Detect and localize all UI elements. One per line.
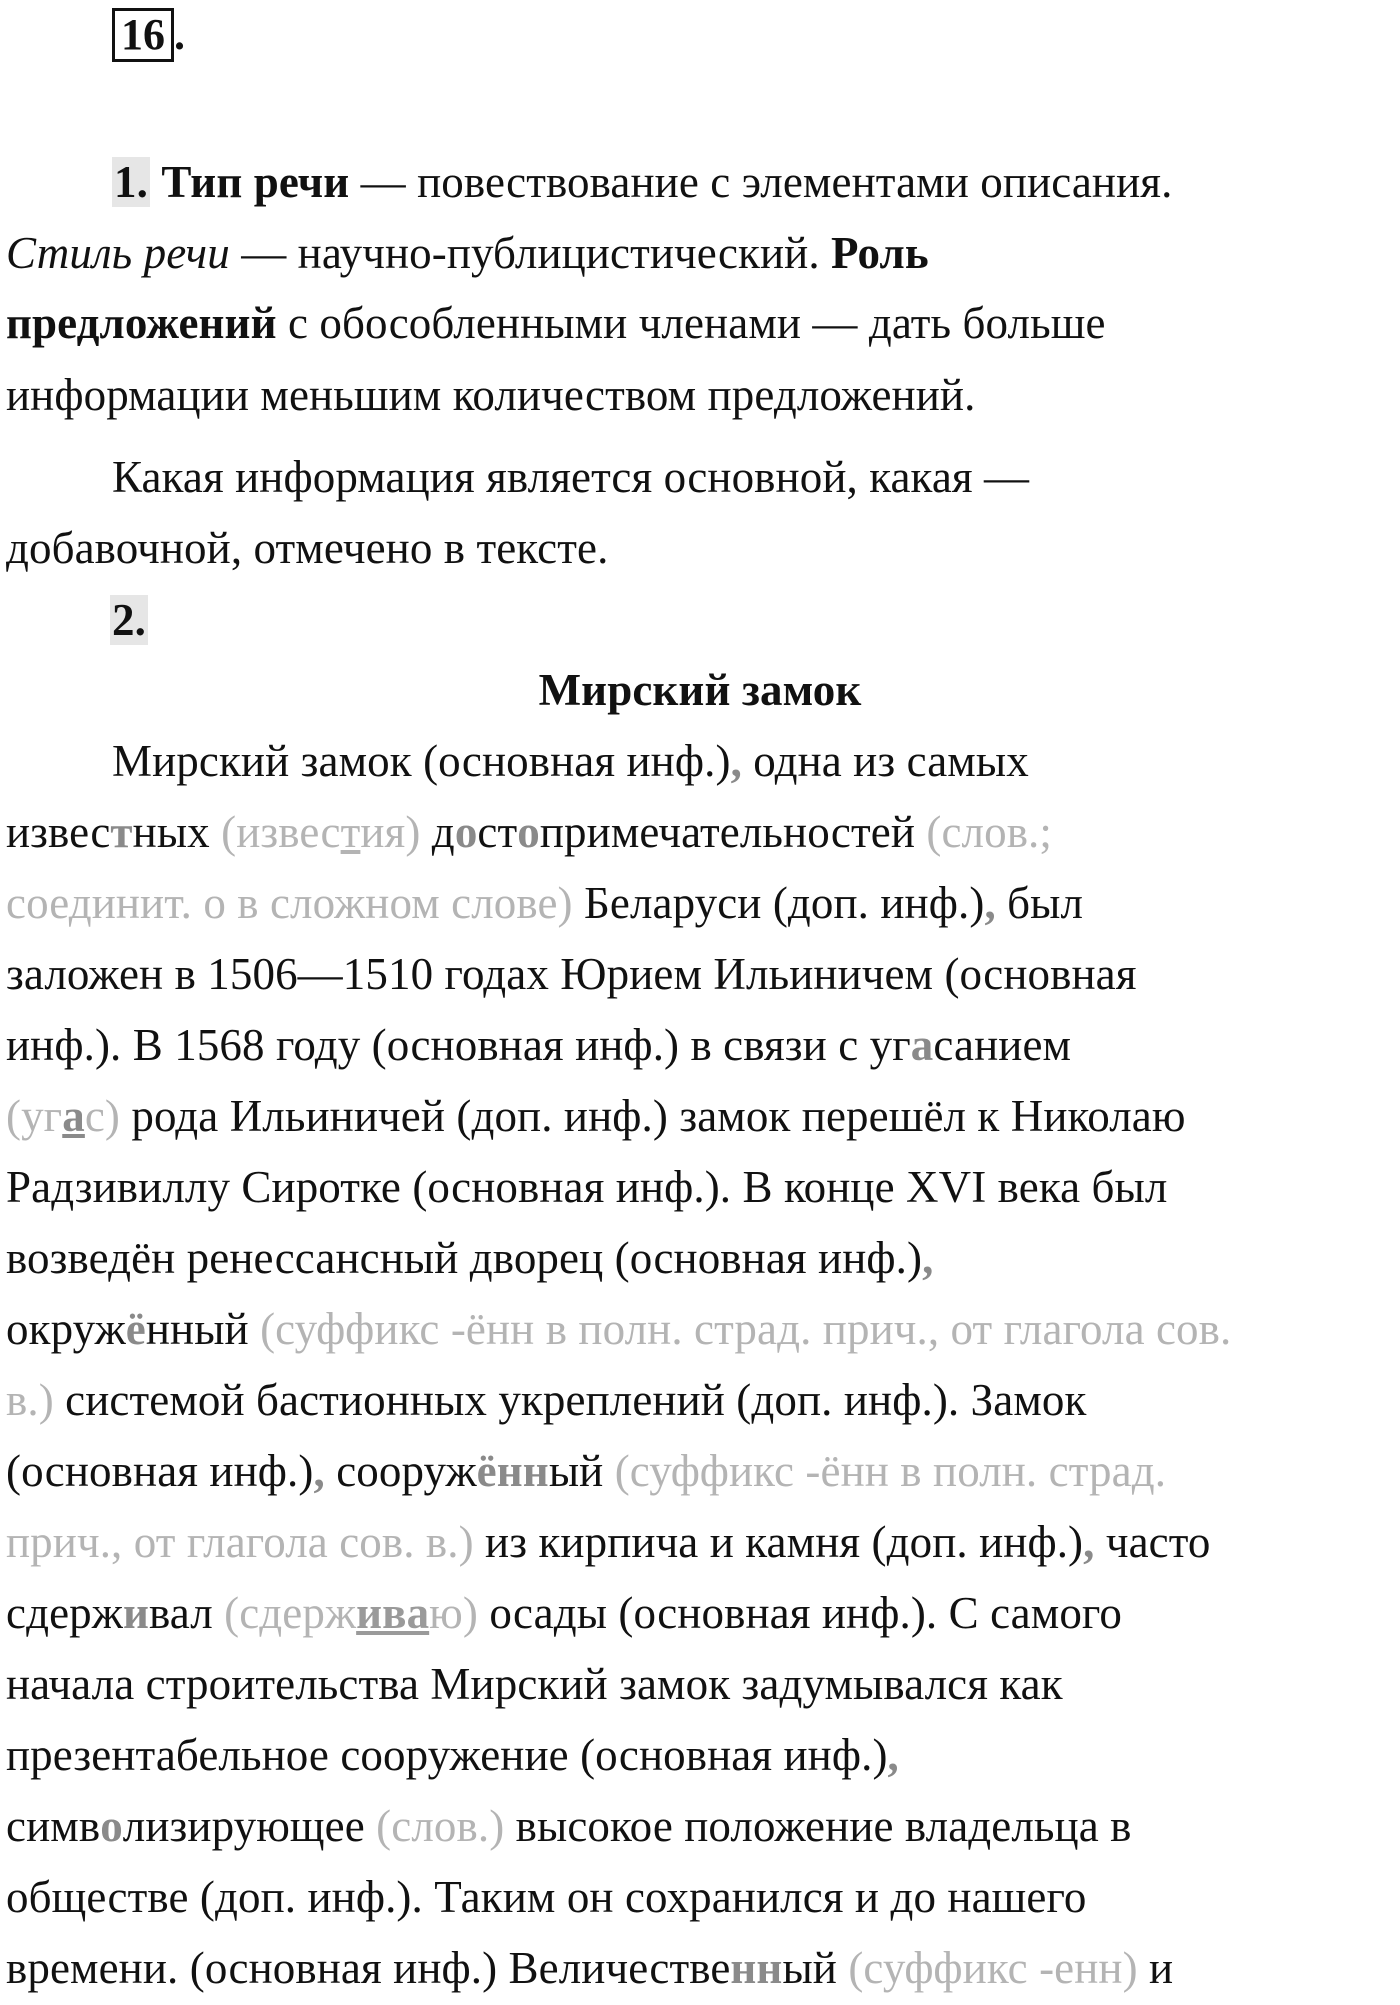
- text-fragment: системой бастионных укреплений (доп. инф.). Замок: [53, 1375, 1087, 1425]
- gray-note: (слов.): [364, 1801, 505, 1851]
- text-fragment: ый: [782, 1943, 837, 1993]
- highlight-letter: ё: [125, 1304, 146, 1354]
- text-fragment: сдерж: [6, 1588, 123, 1638]
- part2-number-line: [110, 594, 148, 646]
- highlight-letter: о: [517, 807, 540, 857]
- task-number-dot: .: [174, 10, 185, 59]
- gray-note: (суффикс -ённ в полн. страд. прич., от глагола сов.: [248, 1304, 1232, 1354]
- highlight-letter: нн: [730, 1943, 783, 1993]
- highlight-letter: а: [910, 1020, 934, 1070]
- highlight-letter: о: [454, 807, 478, 857]
- gray-note: ю): [429, 1588, 478, 1638]
- speech-style-label: Стиль речи: [6, 228, 230, 278]
- task-number: [112, 8, 185, 62]
- part1-line-3: [6, 297, 1106, 349]
- text-fragment: возведён ренессансный дворец (основная инф.): [6, 1233, 923, 1283]
- text-line-12: [6, 1516, 1211, 1568]
- gray-note: в.): [6, 1375, 54, 1425]
- text-line-16: [6, 1800, 1132, 1852]
- speech-style-text: — научно-публицистический.: [229, 228, 832, 278]
- text-line-9: [6, 1303, 1231, 1355]
- role-text: с обособленными членами — дать больше: [276, 298, 1106, 348]
- gray-note: прич., от глагола сов. в.): [6, 1517, 474, 1567]
- highlight-comma: ,: [1083, 1517, 1095, 1567]
- highlight-comma: ,: [922, 1233, 934, 1283]
- gray-note: с: [320, 807, 341, 857]
- text-fragment: был: [995, 878, 1084, 928]
- text-line-1: [112, 735, 1029, 787]
- gray-note: ия): [360, 807, 421, 857]
- text-fragment: ый: [548, 1446, 604, 1496]
- text-fragment: одна из самых: [741, 736, 1029, 786]
- highlight-comma: ,: [984, 878, 996, 928]
- highlight-letter: о: [100, 1801, 123, 1851]
- text-line-10: [6, 1374, 1086, 1426]
- gray-note: (слов.;: [926, 807, 1052, 857]
- text-fragment: рода Ильиничей (доп. инф.) замок перешёл к Николаю: [120, 1091, 1186, 1141]
- speech-type-text: — повествование с элементами описания.: [349, 157, 1173, 207]
- text-fragment: и: [1137, 1943, 1174, 1993]
- text-fragment: ст: [477, 807, 518, 857]
- gray-note-underlined: ива: [356, 1588, 430, 1638]
- gray-note-underlined: а: [62, 1091, 85, 1141]
- text-fragment: ных: [132, 807, 222, 857]
- text-line-2: [6, 806, 1052, 858]
- text-line-13: [6, 1587, 1122, 1639]
- highlight-letter: т: [110, 807, 133, 857]
- text-fragment: сооруж: [324, 1446, 477, 1496]
- highlight-letter: нн: [496, 1446, 549, 1496]
- text-fragment: д: [420, 807, 455, 857]
- highlight-letter: и: [122, 1588, 149, 1638]
- text-fragment: Мирский замок (основная инф.): [112, 736, 731, 786]
- speech-type-label: Тип речи: [161, 157, 350, 207]
- part1-number: 1.: [114, 157, 148, 207]
- part1-line-2: [6, 227, 929, 279]
- text-fragment: вал: [148, 1588, 225, 1638]
- text-line-11: [6, 1445, 1166, 1497]
- gray-note: (уг: [6, 1091, 63, 1141]
- text-line-7: Радзивиллу Сиротке (основная инф.). В конце XVI века был: [6, 1162, 1168, 1212]
- gray-note: (изве: [221, 807, 321, 857]
- highlight-comma: ,: [730, 736, 742, 786]
- text-fragment: времени. (основная инф.) Величестве: [6, 1943, 731, 1993]
- text-line-8: [6, 1232, 933, 1284]
- text-fragment: (основная инф.): [6, 1446, 314, 1496]
- highlight-letter: ё: [476, 1446, 497, 1496]
- text-fragment: презентабельное сооружение (основная инф.): [6, 1730, 888, 1780]
- text-line-4: заложен в 1506—1510 годах Юрием Ильиничем (основная: [6, 949, 1137, 999]
- text-fragment: Беларуси (доп. инф.): [572, 878, 985, 928]
- text-fragment: осады (основная инф.). С самого: [477, 1588, 1122, 1638]
- part1-line-1: [112, 156, 1172, 208]
- text-title: Мирский замок: [538, 665, 862, 715]
- part1-line-4: информации меньшим количеством предложений.: [6, 370, 976, 420]
- text-fragment: высокое положение владельца в: [504, 1801, 1132, 1851]
- gray-note: соединит. о в сложном слове): [6, 878, 573, 928]
- gray-note: (суффикс -ённ в полн. страд.: [603, 1446, 1167, 1496]
- text-fragment: инф.). В 1568 году (основная инф.) в связи с уг: [6, 1020, 911, 1070]
- role-label-1: Роль: [831, 228, 929, 278]
- text-fragment: из кирпича и камня (доп. инф.): [473, 1517, 1084, 1567]
- text-fragment: с: [90, 807, 111, 857]
- text-fragment: часто: [1094, 1517, 1211, 1567]
- task-number-box: 16: [112, 8, 174, 62]
- text-fragment: примечательностей: [539, 807, 927, 857]
- text-line-3: [6, 877, 1083, 929]
- text-fragment: окруж: [6, 1304, 126, 1354]
- text-fragment: санием: [933, 1020, 1072, 1070]
- role-label-2: предложений: [6, 298, 277, 348]
- text-line-18: [6, 1942, 1173, 1994]
- part1-line-6: добавочной, отмечено в тексте.: [6, 523, 609, 573]
- text-fragment: лизирующее: [122, 1801, 365, 1851]
- text-line-17: обществе (доп. инф.). Таким он сохранился и до нашего: [6, 1872, 1087, 1922]
- gray-note: (суффикс -енн): [837, 1943, 1138, 1993]
- gray-note: (сдерж: [224, 1588, 357, 1638]
- text-fragment: нный: [145, 1304, 249, 1354]
- text-fragment: симв: [6, 1801, 101, 1851]
- gray-note: с): [84, 1091, 121, 1141]
- part1-line-5: Какая информация является основной, какая —: [112, 452, 1030, 502]
- text-line-15: [6, 1729, 899, 1781]
- text-line-6: [6, 1090, 1186, 1142]
- gray-note-underlined: т: [340, 807, 361, 857]
- text-fragment: изве: [6, 807, 91, 857]
- text-line-14: начала строительства Мирский замок задумывался как: [6, 1659, 1063, 1709]
- part2-number: 2.: [112, 595, 146, 645]
- highlight-comma: ,: [313, 1446, 325, 1496]
- highlight-comma: ,: [887, 1730, 899, 1780]
- text-line-5: [6, 1019, 1071, 1071]
